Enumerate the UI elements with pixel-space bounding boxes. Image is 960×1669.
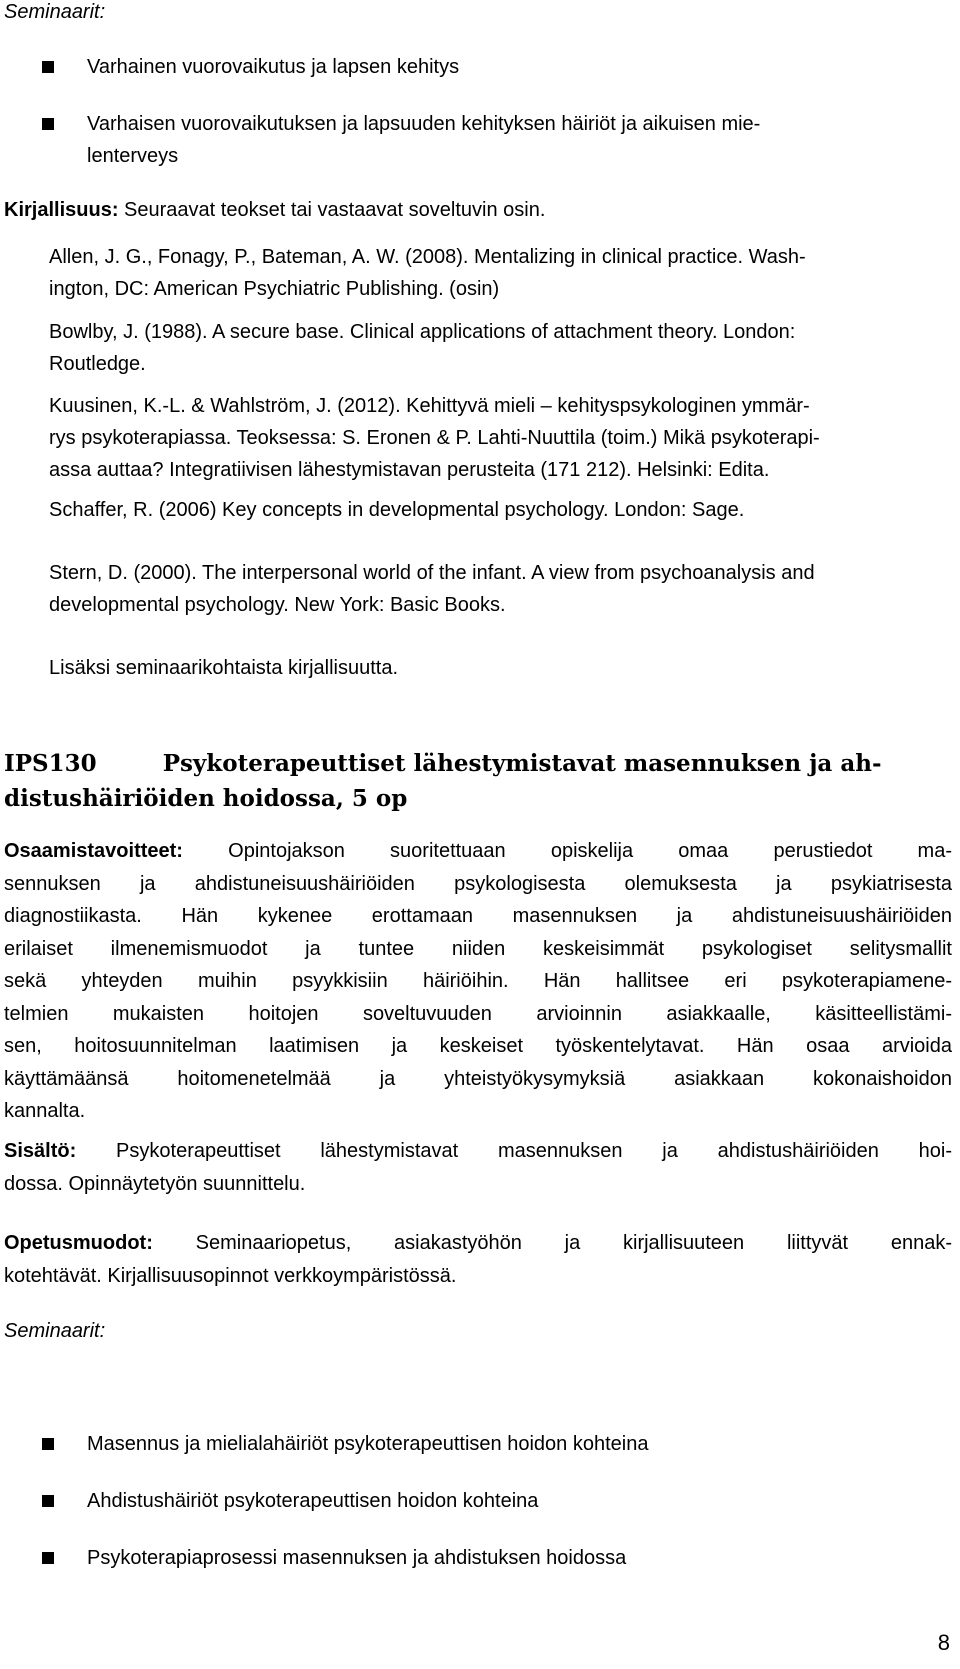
reference-line: rys psykoterapiassa. Teoksessa: S. Eronen & P. Lahti-Nuuttila (toim.) Mikä psykoterapi- [49,427,820,449]
course-code: IPS130 [4,750,97,777]
content-line [4,1135,952,1168]
seminars-label: Seminaarit: [4,1,106,23]
reference-schaffer [49,494,952,526]
seminars-label: Seminaarit: [4,1320,106,1342]
objectives-line: sennuksen ja ahdistuneisuushäiriöiden psykologisesta olemuksesta ja psykiatrisesta [4,872,952,895]
content-paragraph [4,1135,952,1200]
reference-additional [49,652,952,684]
objectives-first: Opintojakson suoritettuaan opiskelija omaa perustiedot ma- [228,840,952,862]
methods-first: Seminaariopetus, asiakastyöhön ja kirjallisuuteen liittyvät ennak- [195,1232,952,1254]
reference-line: Allen, J. G., Fonagy, P., Bateman, A. W. (2008). Mentalizing in clinical practice. Wash- [49,246,806,268]
reference-bowlby [49,316,952,380]
reference-line: Stern, D. (2000). The interpersonal world of the infant. A view from psychoanalysis and [49,562,815,584]
literature-label: Kirjallisuus: [4,199,119,221]
reference-line: Routledge. [49,353,146,375]
reference-line: ington, DC: American Psychiatric Publishing. (osin) [49,278,500,300]
literature-text: Seuraavat teokset tai vastaavat soveltuvin osin. [124,199,546,221]
reference-kuusinen [49,390,952,486]
reference-allen [49,241,952,305]
seminar-item [87,108,952,172]
objectives-line: erilaiset ilmenemismuodot ja tuntee niiden keskeisimmät psykologiset selitysmallit [4,937,952,960]
course-title-line1: Psykoterapeuttiset lähestymistavat masennuksen ja ah- [162,750,882,777]
bullet-icon [42,1495,54,1507]
objectives-line [4,835,952,868]
objectives-line: sen, hoitosuunnitelman laatimisen ja keskeiset työskentelytavat. Hän osaa arvioida [4,1035,952,1057]
methods-line [4,1227,952,1260]
seminar-item: Varhainen vuorovaikutus ja lapsen kehitys [87,56,460,78]
objectives-line: telmien mukaisten hoitojen soveltuvuuden arvioinnin asiakkaalle, käsitteellistämi- [4,1002,952,1025]
bullet-icon [42,118,54,130]
content-first: Psykoterapeuttiset lähestymistavat masennuksen ja ahdistushäiriöiden hoi- [116,1140,952,1162]
page-number: 8 [937,1630,950,1655]
objectives-line: kannalta. [4,1100,86,1122]
content-line: dossa. Opinnäytetyön suunnittelu. [4,1172,306,1195]
seminar-item-line: Varhaisen vuorovaikutuksen ja lapsuuden kehityksen häiriöt ja aikuisen mie- [87,113,761,135]
reference-line: Schaffer, R. (2006) Key concepts in developmental psychology. London: Sage. [49,499,745,521]
methods-label: Opetusmuodot: [4,1232,153,1254]
methods-paragraph [4,1227,952,1292]
objectives-label: Osaamistavoitteet: [4,840,183,862]
content-label: Sisältö: [4,1140,77,1162]
course-title-line2: distushäiriöiden hoidossa, 5 op [4,785,408,812]
reference-line: developmental psychology. New York: Basic Books. [49,594,506,616]
bullet-icon [42,1438,54,1450]
reference-line: Kuusinen, K.-L. & Wahlström, J. (2012). Kehittyvä mieli – kehityspsykologinen ymmär- [49,395,810,417]
objectives-line: diagnostiikasta. Hän kykenee erottamaan masennuksen ja ahdistuneisuushäiriöiden [4,905,952,927]
reference-line: Lisäksi seminaarikohtaista kirjallisuutta. [49,657,399,679]
seminar-item: Masennus ja mielialahäiriöt psykoterapeuttisen hoidon kohteina [87,1433,649,1455]
objectives-line: käyttämäänsä hoitomenetelmää ja yhteistyökysymyksiä asiakkaan kokonaishoidon [4,1067,952,1090]
bullet-icon [42,1552,54,1564]
seminar-item-line: lenterveys [87,145,179,167]
seminar-item: Psykoterapiaprosessi masennuksen ja ahdistuksen hoidossa [87,1547,627,1569]
objectives-line: sekä yhteyden muihin psyykkisiin häiriöihin. Hän hallitsee eri psykoterapiamene- [4,970,952,992]
objectives-paragraph [4,835,952,1128]
bullet-icon [42,61,54,73]
reference-line: assa auttaa? Integratiivisen lähestymistavan perusteita (171 212). Helsinki: Edita. [49,459,770,481]
reference-stern [49,557,952,621]
reference-line: Bowlby, J. (1988). A secure base. Clinical applications of attachment theory. London: [49,321,796,343]
seminar-item: Ahdistushäiriöt psykoterapeuttisen hoidon kohteina [87,1490,539,1512]
course-heading [4,747,882,780]
methods-line: kotehtävät. Kirjallisuusopinnot verkkoympäristössä. [4,1264,457,1287]
literature-line [4,194,545,226]
